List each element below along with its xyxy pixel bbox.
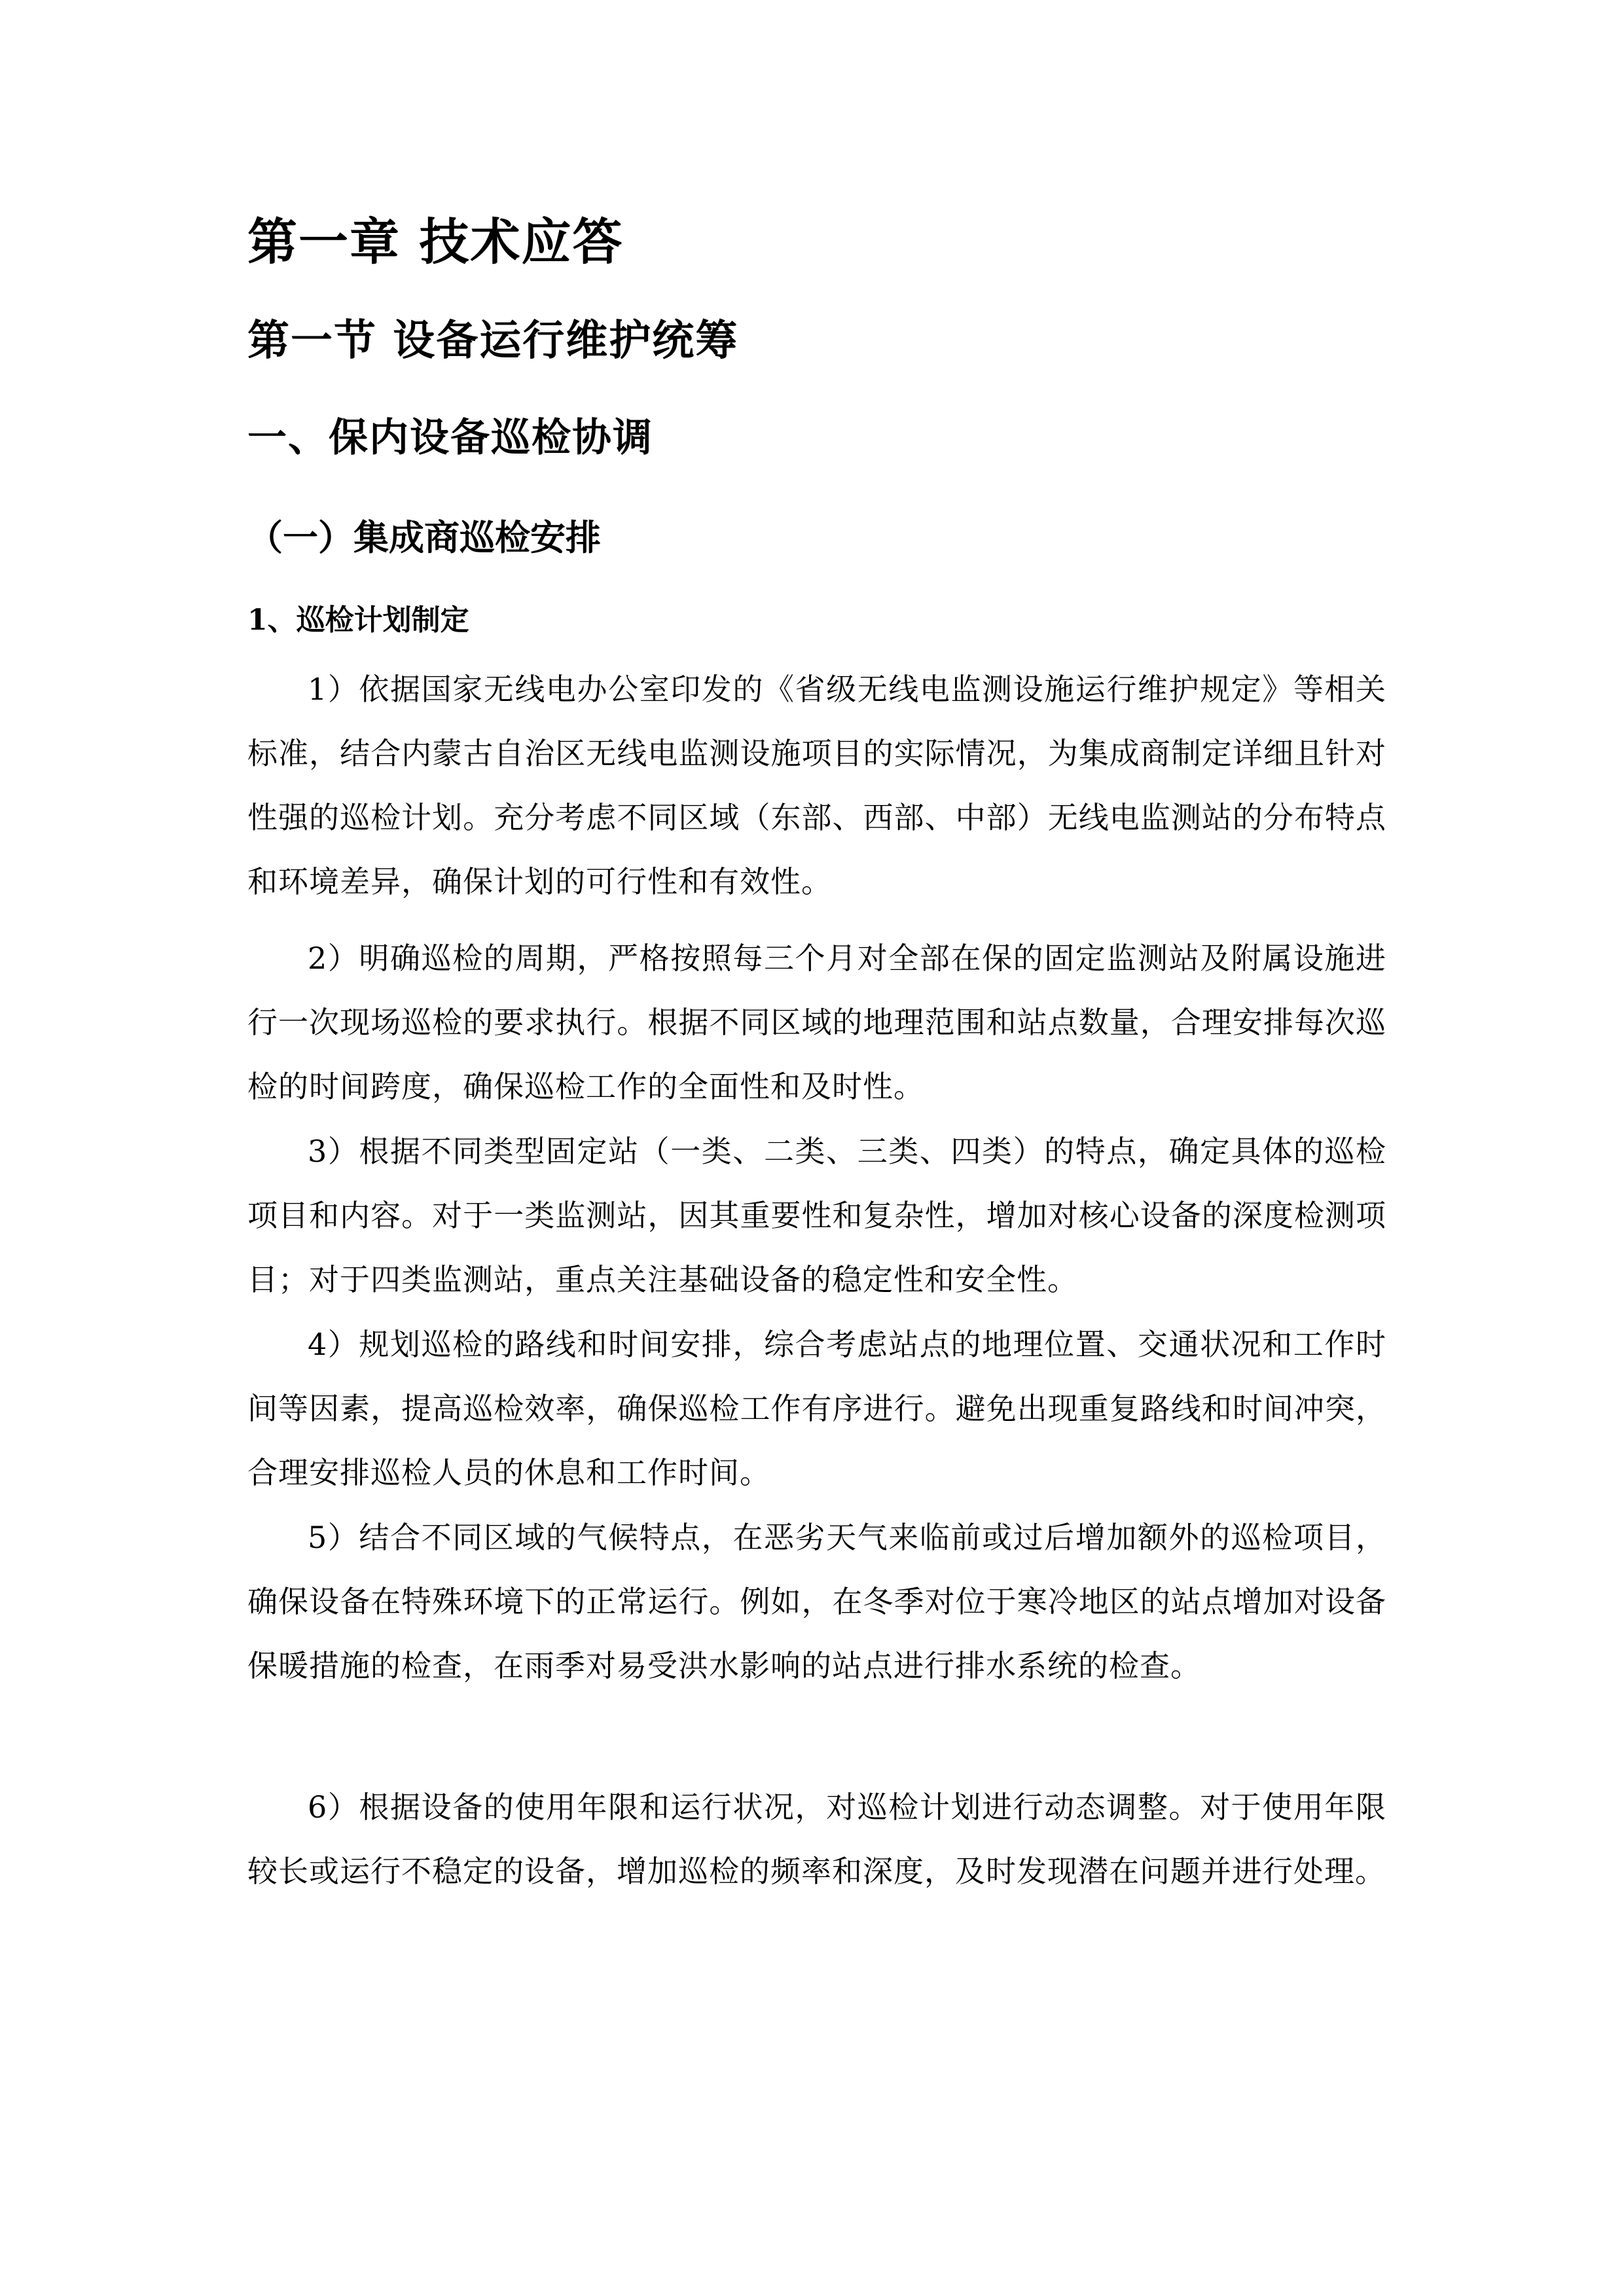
paragraph: 5）结合不同区域的气候特点，在恶劣天气来临前或过后增加额外的巡检项目，确保设备在特殊环境下的正常运行。例如，在冬季对位于寒冷地区的站点增加对设备保暖措施的检查，在雨季对易受洪水影响的站点进行排水系统的检查。	[247, 1520, 1386, 1683]
paragraph: 3）根据不同类型固定站（一类、二类、三类、四类）的特点，确定具体的巡检项目和内容。对于一类监测站，因其重要性和复杂性，增加对核心设备的深度检测项目；对于四类监测站，重点关注基础设备的稳定性和安全性。	[247, 1134, 1386, 1297]
paragraph: 1）依据国家无线电办公室印发的《省级无线电监测设施运行维护规定》等相关标准，结合内蒙古自治区无线电监测设施项目的实际情况，为集成商制定详细且针对性强的巡检计划。充分考虑不同区域（东部、西部、中部）无线电监测站的分布特点和环境差异，确保计划的可行性和有效性。	[247, 672, 1386, 899]
heading-level-2: （一）集成商巡检安排	[247, 516, 601, 558]
paragraph: 2）明确巡检的周期，严格按照每三个月对全部在保的固定监测站及附属设施进行一次现场巡检的要求执行。根据不同区域的地理范围和站点数量，合理安排每次巡检的时间跨度，确保巡检工作的全面性和及时性。	[247, 941, 1386, 1104]
paragraph: 4）规划巡检的路线和时间安排，综合考虑站点的地理位置、交通状况和工作时间等因素，提高巡检效率，确保巡检工作有序进行。避免出现重复路线和时间冲突，合理安排巡检人员的休息和工作时间。	[247, 1327, 1386, 1490]
heading-level-1: 一、保内设备巡检协调	[247, 415, 653, 461]
heading-level-3: 1、巡检计划制定	[247, 603, 469, 637]
section-title: 第一节 设备运行维护统筹	[247, 317, 739, 365]
paragraph: 6）根据设备的使用年限和运行状况，对巡检计划进行动态调整。对于使用年限较长或运行不稳定的设备，增加巡检的频率和深度，及时发现潜在问题并进行处理。	[247, 1789, 1386, 1889]
chapter-title: 第一章 技术应答	[247, 213, 624, 271]
